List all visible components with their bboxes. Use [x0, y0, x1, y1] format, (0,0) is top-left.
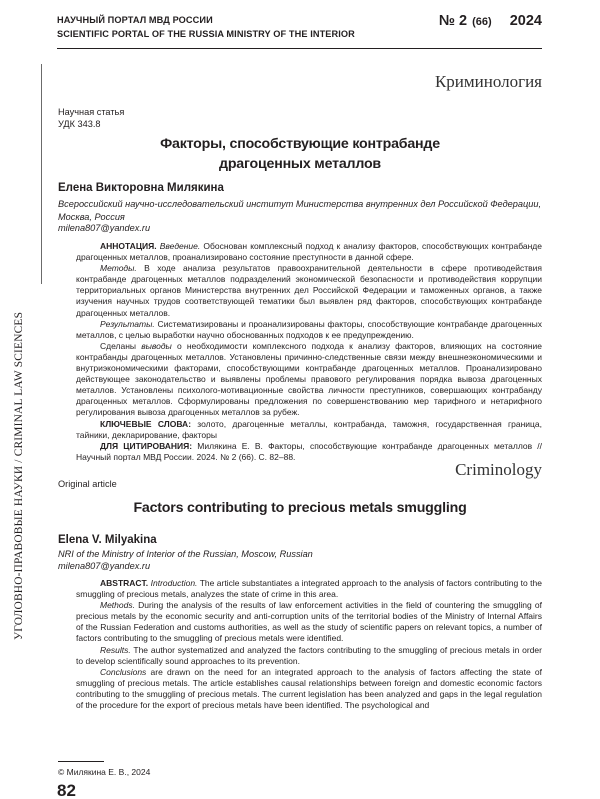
author-name-en: Elena V. Milyakina	[58, 534, 157, 546]
affiliation-line: Всероссийский научно-исследовательский институт Министерства внутренних дел Российской Федерации,	[58, 199, 542, 209]
header-rule	[57, 48, 542, 49]
issue-number: № 2	[438, 13, 468, 29]
article-meta-ru	[58, 106, 124, 130]
abstract-conclusions-ru	[76, 341, 542, 419]
affiliation-ru	[58, 198, 542, 223]
issue-year: 2024	[509, 13, 542, 29]
conclusions-text: о необходимости комплексного подхода к анализу факторов, влияющих на состояние контрабанды драгоценных металлов. Установлены причинно-следственные связи между внешнеэкономическими и внутриэкономическими факторами, способствующими контрабанде драгоценных металлов. Проанализировано действующее законодательство и выявлены проблемы правового регулирования порядка вывоза драгоценных металлов. Установлены психолого-мотивационные свойства личности преступников, совершающих контрабанду драгоценных металлов. Сформулированы предложения по совершенствованию мер тарифного и нетарифного регулирования вывоза драгоценных металлов за рубеж.	[76, 340, 542, 418]
udc-code: УДК 343.8	[58, 119, 101, 129]
results-text: The author systematized and analyzed the factors contributing to the smuggling of precious metals in order to develop scientifically sound approaches to its prevention.	[76, 644, 542, 666]
title-line: Факторы, способствующие контрабанде	[160, 136, 440, 152]
abstract-label: ABSTRACT.	[100, 578, 149, 588]
title-line: драгоценных металлов	[219, 156, 381, 172]
abstract-methods-en	[76, 600, 542, 644]
intro-label: Введение.	[159, 241, 201, 251]
abstract-conclusions-en	[76, 667, 542, 711]
keywords-text: золото, драгоценные металлы, контрабанда, таможня, государственная граница, тайники, декларирование, факторы	[76, 418, 542, 440]
page-number: 82	[57, 781, 76, 799]
keywords-label: КЛЮЧЕВЫЕ СЛОВА:	[100, 418, 192, 429]
footnote-rule	[58, 761, 104, 762]
section-heading-en: Criminology	[455, 460, 542, 479]
author-email-en: milena807@yandex.ru	[58, 561, 151, 571]
methods-text: During the analysis of the results of law enforcement activities in the field of countering the smuggling of precious metals by the economic security and anti-corruption units of the territorial bodies of the Ministry of Internal Affairs of the Russian Federation and customs authorities, as well as the study of scientific papers on relevant topics, a number of factors contributing to the smuggling of precious metals were identified.	[76, 600, 542, 644]
abstract-intro-ru	[76, 241, 542, 263]
abstract-methods-ru	[76, 263, 542, 318]
copyright: © Милякина Е. В., 2024	[58, 767, 151, 777]
abstract-en	[76, 578, 542, 711]
results-text: Систематизированы и проанализированы факторы, способствующие контрабанде драгоценных металлов, с целью выработки научно обоснованных подходов к ее предупреждению.	[76, 318, 542, 340]
conclusions-label: Conclusions	[100, 666, 147, 677]
issue-total: (66)	[472, 16, 492, 28]
conclusions-pre: Сделаны	[100, 340, 142, 351]
conclusions-label: выводы	[141, 340, 172, 351]
intro-label: Introduction.	[150, 578, 198, 588]
author-email-ru: milena807@yandex.ru	[58, 223, 151, 233]
keywords-ru	[76, 419, 542, 441]
results-label: Results.	[100, 644, 131, 655]
abstract-intro-en	[76, 578, 542, 600]
journal-title-ru: НАУЧНЫЙ ПОРТАЛ МВД РОССИИ	[57, 15, 213, 25]
issue-info	[439, 13, 542, 29]
article-type-ru: Научная статья	[58, 107, 125, 117]
sidebar-rule	[41, 64, 42, 284]
article-title-en: Factors contributing to precious metals smuggling	[133, 500, 467, 516]
citation-text: Милякина Е. В. Факторы, способствующие контрабанде драгоценных металлов // Научный портал МВД России. 2024. № 2 (66). С. 82–88.	[76, 440, 543, 462]
journal-header	[57, 13, 397, 41]
article-type-en: Original article	[58, 479, 117, 489]
conclusions-text: are drawn on the need for an integrated approach to the analysis of factors affecting the state of smuggling of precious metals. The article establishes causal relationships between foreign and domestic economic factors contributing to the smuggling of precious metals. The current legislation has been analyzed and gaps in the legal regulation of the procedure for the export of precious metals have been identified. The psychological and	[76, 666, 542, 711]
abstract-label: АННОТАЦИЯ.	[100, 241, 157, 251]
journal-title-en: SCIENTIFIC PORTAL OF THE RUSSIA MINISTRY OF THE INTERIOR	[57, 29, 355, 39]
intro-text: The article substantiates a integrated approach to the analysis of factors contributing to the smuggling of precious metals, analyzes the state of crime in this area.	[76, 578, 542, 600]
article-title-ru	[58, 134, 542, 174]
sidebar-section-label: УГОЛОВНО-ПРАВОВЫЕ НАУКИ / CRIMINAL LAW SCIENCES	[13, 311, 25, 640]
section-heading-ru: Криминология	[434, 72, 542, 91]
author-name-ru: Елена Викторовна Милякина	[58, 182, 224, 194]
citation-label: ДЛЯ ЦИТИРОВАНИЯ:	[100, 440, 193, 451]
affiliation-line: Москва, Россия	[58, 211, 125, 222]
methods-label: Методы.	[100, 263, 137, 274]
abstract-ru	[76, 241, 542, 463]
methods-label: Methods.	[100, 600, 135, 611]
abstract-results-en	[76, 645, 542, 667]
abstract-results-ru	[76, 319, 542, 341]
methods-text: В ходе анализа результатов правоохранительной деятельности в сфере противодействия контрабанде драгоценных металлов подразделений экономической безопасности и противодействия коррупции территориальных органов Министерства внутренних дел Российской Федерации и таможенных органов, а также изучения научных трудов соответствующей тематики был выявлен ряд факторов, способствующих контрабанде драгоценных металлов.	[76, 263, 542, 318]
intro-text: Обоснован комплексный подход к анализу факторов, способствующих контрабанде драгоценных металлов, проанализировано состояние преступности в данной сфере.	[76, 241, 542, 263]
results-label: Результаты.	[100, 318, 155, 329]
affiliation-en: NRI of the Ministry of Interior of the Russian, Moscow, Russian	[58, 549, 313, 559]
